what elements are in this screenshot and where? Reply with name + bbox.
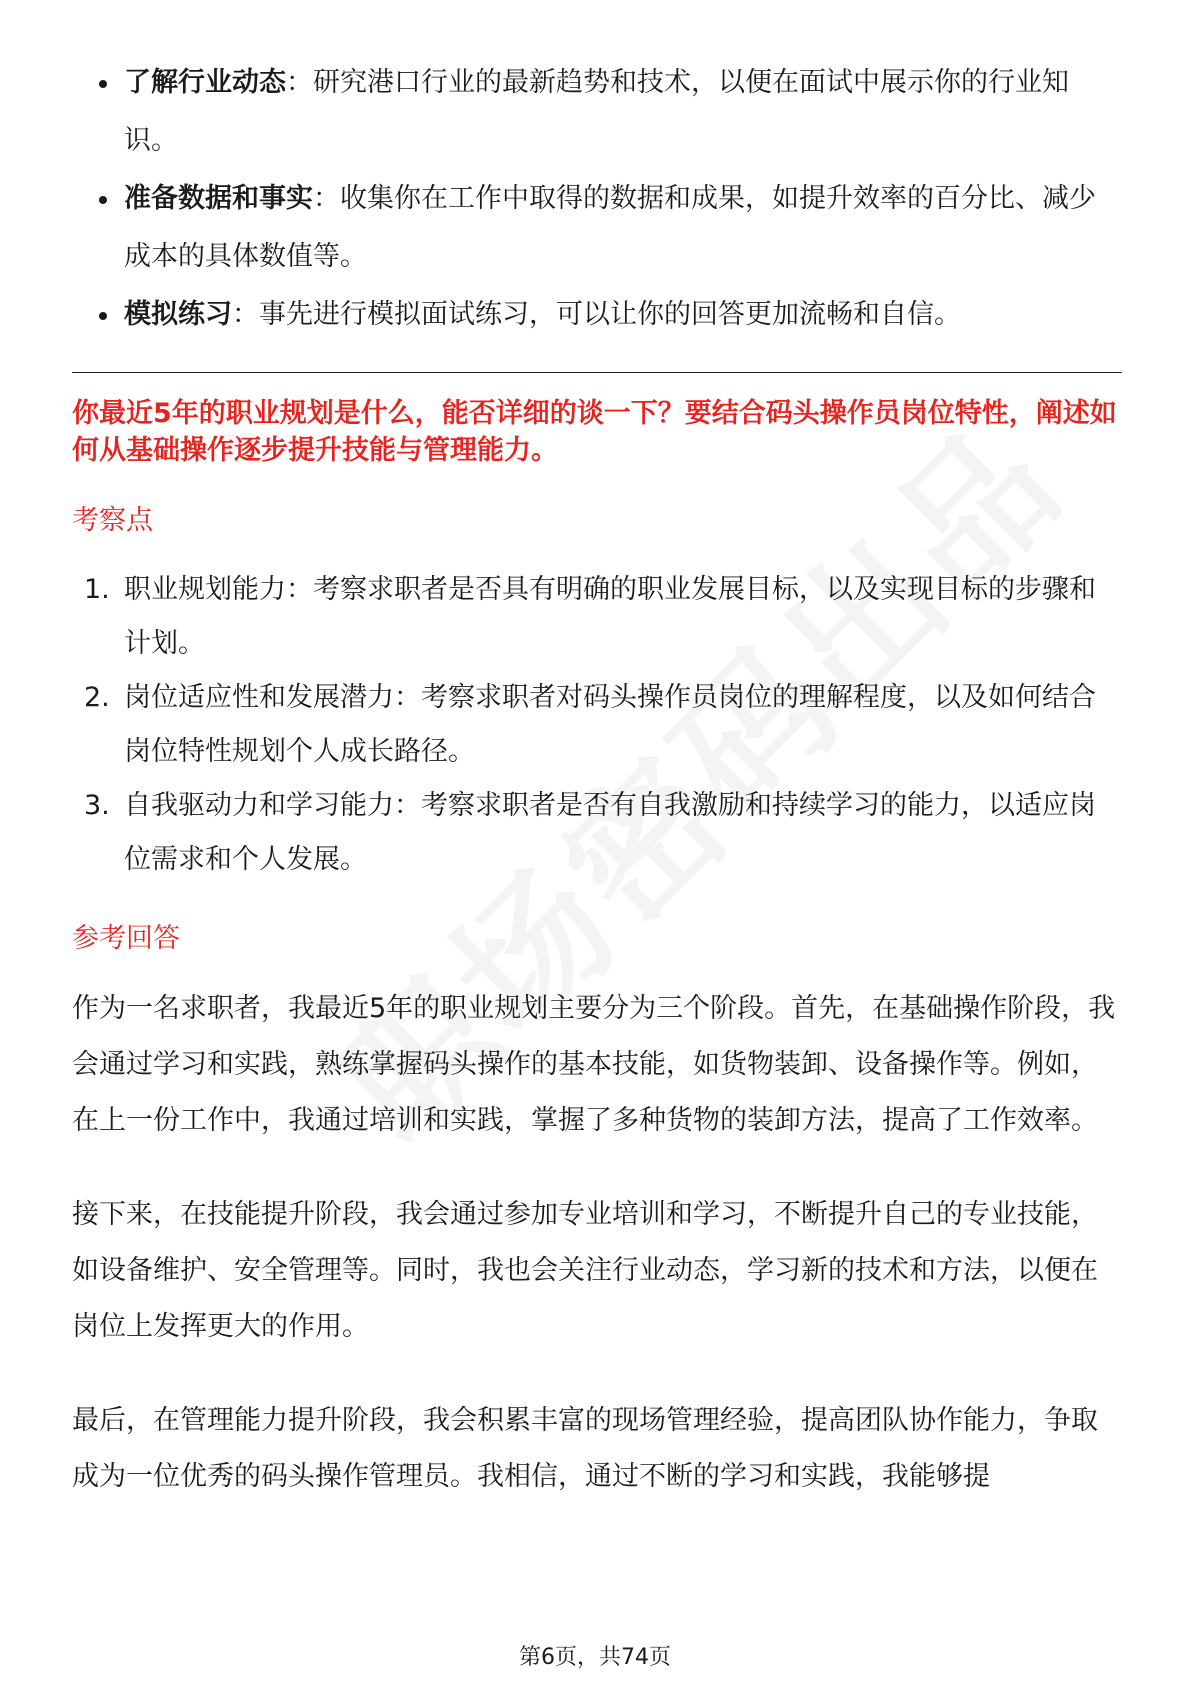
- answer-paragraph: 作为一名求职者，我最近5年的职业规划主要分为三个阶段。首先，在基础操作阶段，我会通过学习和实践，熟练掌握码头操作的基本技能，如货物装卸、设备操作等。例如，在上一份工作中，我通过培训和实践，掌握了多种货物的装卸方法，提高了工作效率。: [72, 993, 1116, 1136]
- question-heading: 你最近5年的职业规划是什么，能否详细的谈一下？要结合码头操作员岗位特性，阐述如何从基础操作逐步提升技能与管理能力。: [72, 398, 1117, 466]
- tips-list: [72, 54, 1122, 344]
- assessment-heading: 考察点: [72, 505, 153, 536]
- list-item: 1. 职业规划能力：考察求职者是否具有明确的职业发展目标，以及实现目标的步骤和计划。: [84, 574, 1096, 659]
- list-item: 3. 自我驱动力和学习能力：考察求职者是否有自我激励和持续学习的能力，以适应岗位需求和个人发展。: [84, 790, 1096, 875]
- list-item: 了解行业动态：研究港口行业的最新趋势和技术，以便在面试中展示你的行业知识。: [72, 54, 1122, 170]
- list-item: 准备数据和事实：收集你在工作中取得的数据和成果，如提升效率的百分比、减少成本的具体数值等。: [72, 170, 1122, 286]
- answer-paragraph: 最后，在管理能力提升阶段，我会积累丰富的现场管理经验，提高团队协作能力，争取成为一位优秀的码头操作管理员。我相信，通过不断的学习和实践，我能够提: [72, 1405, 1098, 1492]
- assessment-list: [72, 563, 1122, 887]
- list-item: 2. 岗位适应性和发展潜力：考察求职者对码头操作员岗位的理解程度，以及如何结合岗位特性规划个人成长路径。: [84, 682, 1096, 767]
- page-content: [72, 54, 1122, 1543]
- answer-paragraph: 接下来，在技能提升阶段，我会通过参加专业培训和学习，不断提升自己的专业技能，如设备维护、安全管理等。同时，我也会关注行业动态，学习新的技术和方法，以便在岗位上发挥更大的作用。: [72, 1199, 1098, 1342]
- answer-heading: 参考回答: [72, 923, 180, 954]
- divider: [72, 372, 1122, 373]
- list-item: 模拟练习：事先进行模拟面试练习，可以让你的回答更加流畅和自信。: [72, 286, 1122, 344]
- page-number: 第6页，共74页: [519, 1645, 671, 1670]
